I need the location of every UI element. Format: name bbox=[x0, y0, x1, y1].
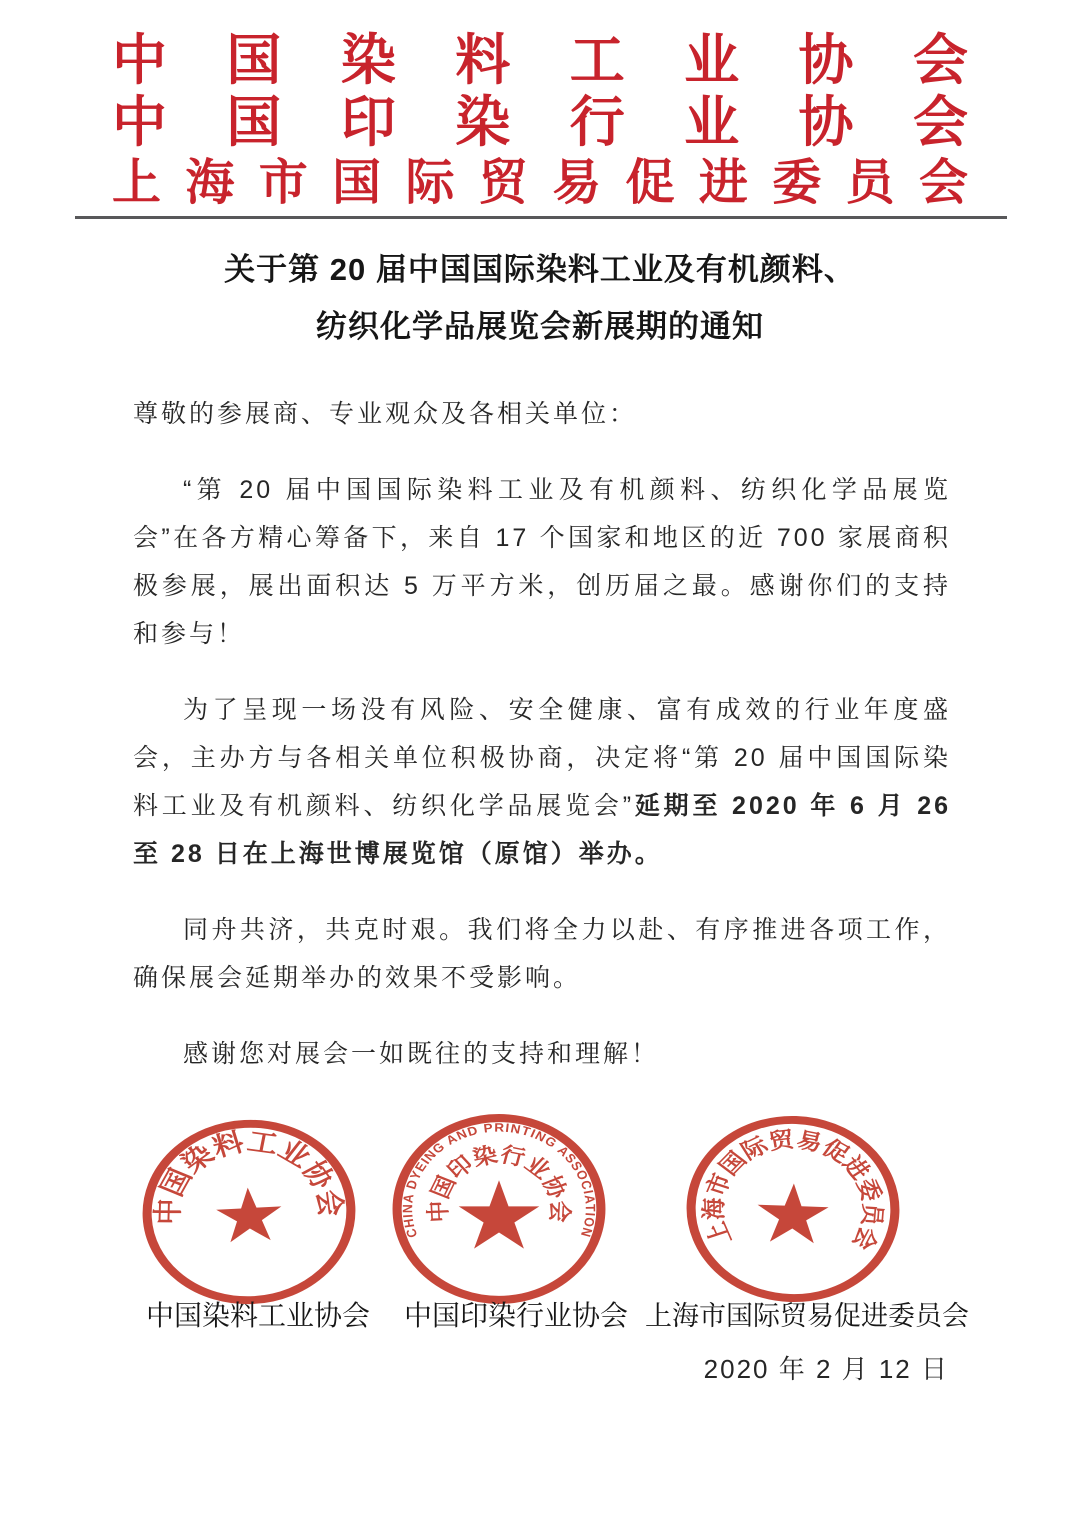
letterhead-line-dyestuff-association: 中国染料工业协会 bbox=[112, 30, 968, 91]
letterhead-line-dyeing-printing-association: 中国印染行业协会 bbox=[112, 92, 968, 153]
letterhead-line-shanghai-trade-committee: 上海市国际贸易促进委员会 bbox=[112, 155, 968, 210]
shanghai-trade-promotion-committee-seal bbox=[679, 1108, 908, 1310]
signature-shanghai-trade-committee: 上海市国际贸易促进委员会 bbox=[645, 1301, 969, 1331]
paragraph-commitment: 同舟共济，共克时艰。我们将全力以赴、有序推进各项工作，确保展会延期举办的效果不受影响。 bbox=[133, 916, 951, 992]
star-icon bbox=[215, 1186, 283, 1243]
notice-title bbox=[0, 241, 1080, 355]
china-dyestuff-industry-association-seal bbox=[133, 1110, 365, 1313]
paragraph-thanks: 感谢您对展会一如既往的支持和理解！ bbox=[183, 1040, 660, 1068]
notice-title-line1: 关于第 20 届中国国际染料工业及有机颜料、 bbox=[224, 252, 856, 287]
seal-arc-text: 中国染料工业协会 bbox=[152, 1127, 347, 1225]
seal-arc-text: 上海市国际贸易促进委员会 bbox=[700, 1127, 886, 1253]
postponement-normal-text: 为了呈现一场没有风险、安全健康、富有成效的行业年度盛会，主办方与各相关单位积极协商，决定将“第 20 届中国国际染料工业及有机颜料、纺织化学品展览会” bbox=[133, 696, 951, 820]
letterhead-divider bbox=[75, 216, 1007, 219]
postponement-new-dates-bold: 延期至 2020 年 6 月 26 至 28 日在上海世博展览馆（原馆）举办。 bbox=[133, 792, 952, 868]
signature-dyeing-printing-association: 中国印染行业协会 bbox=[404, 1300, 629, 1331]
signature-dyestuff-association: 中国染料工业协会 bbox=[146, 1300, 371, 1331]
star-icon bbox=[459, 1180, 540, 1248]
paragraph-exhibition-preparation: “第 20 届中国国际染料工业及有机颜料、纺织化学品展览会”在各方精心筹备下，来自 17 个国家和地区的近 700 家展商积极参展，展出面积达 5 万平方米，创历届之最。感谢你们的支持和参与！ bbox=[133, 476, 951, 648]
salutation: 尊敬的参展商、专业观众及各相关单位： bbox=[133, 400, 638, 428]
seal-outer-english-text: CHINA DYEING AND PRINTING ASSOCIATION bbox=[399, 1120, 599, 1240]
china-dyeing-printing-association-seal bbox=[388, 1110, 610, 1308]
notice-body bbox=[133, 390, 951, 1106]
notice-title-line2: 纺织化学品展览会新展期的通知 bbox=[316, 309, 764, 344]
notice-date: 2020 年 2 月 12 日 bbox=[703, 1354, 949, 1384]
seal-arc-text: 中国印染行业协会 bbox=[424, 1142, 574, 1223]
star-icon bbox=[756, 1182, 829, 1243]
paragraph-postponement bbox=[133, 686, 951, 878]
letterhead bbox=[112, 30, 968, 210]
